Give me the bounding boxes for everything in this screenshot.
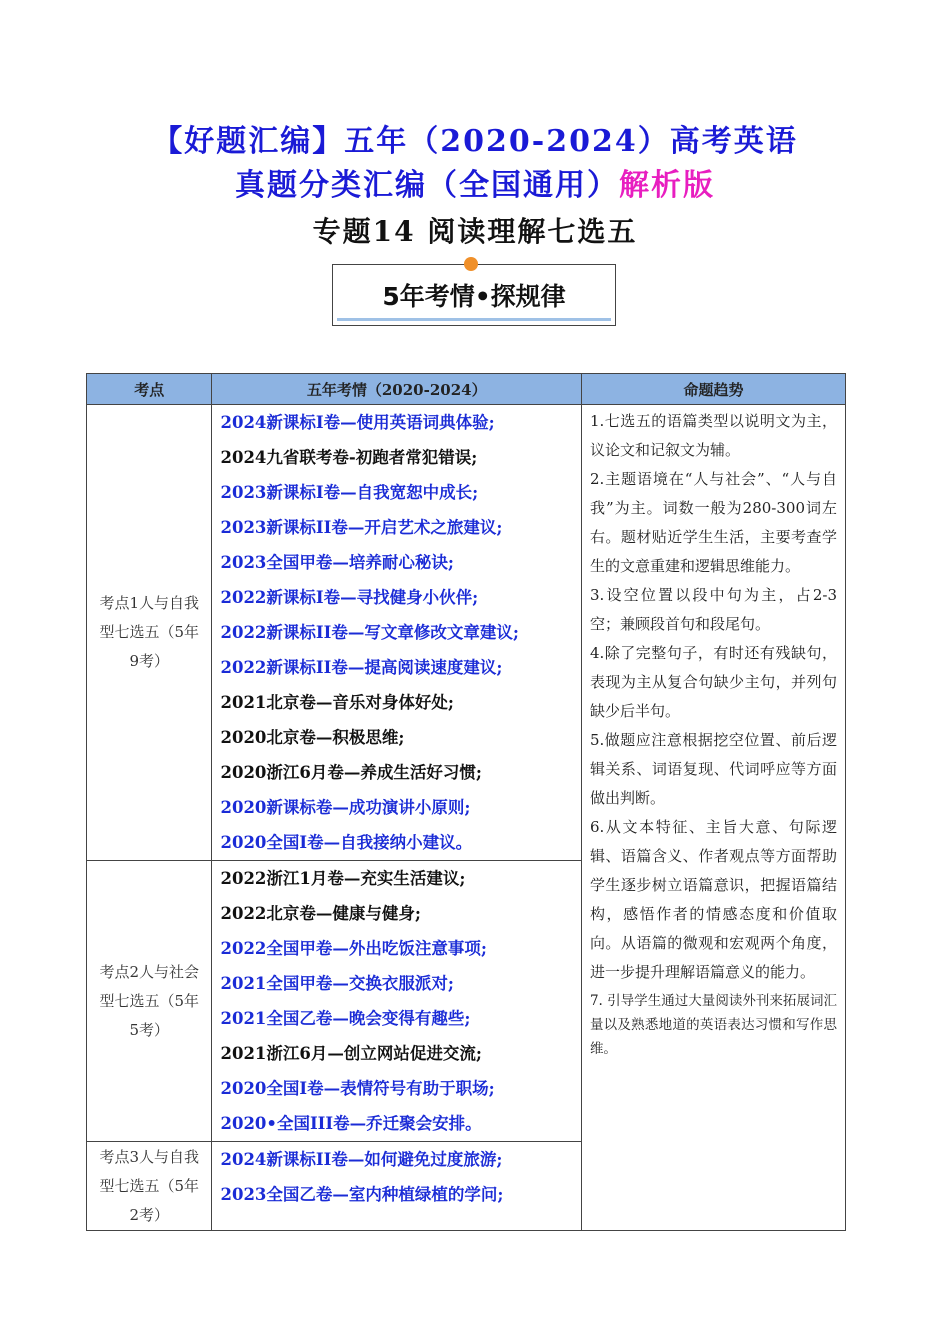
list-item: 2023全国乙卷—室内种植绿植的学问; — [220, 1185, 504, 1204]
trend-cell — [581, 405, 845, 1231]
section-banner — [332, 264, 616, 326]
title-line-1: 【好题汇编】五年（2020-2024）高考英语 — [152, 124, 798, 159]
items-cell — [212, 1142, 581, 1231]
trend-item: 1.七选五的语篇类型以说明文为主，议论文和记叙文为辅。 — [589, 412, 837, 459]
point-cell: 考点3人与自我型七选五（5年2考） — [87, 1142, 212, 1231]
banner-label: 5年考情•探规律 — [382, 282, 566, 311]
point-cell: 考点2人与社会型七选五（5年5考） — [87, 861, 212, 1142]
banner-dot-icon — [464, 257, 478, 271]
header-point: 考点 — [87, 374, 212, 405]
table-row — [87, 405, 846, 861]
header-trend: 命题趋势 — [581, 374, 845, 405]
list-item: 2020浙江6月卷—养成生活好习惯; — [220, 763, 482, 782]
list-item: 2021北京卷—音乐对身体好处; — [220, 693, 454, 712]
list-item: 2022浙江1月卷—充实生活建议; — [220, 869, 466, 888]
trend-item: 7. 引导学生通过大量阅读外刊来拓展词汇量以及熟悉地道的英语表达习惯和写作思维。 — [589, 993, 837, 1057]
banner-underline — [337, 318, 611, 321]
trend-item: 4.除了完整句子，有时还有残缺句，表现为主从复合句缺少主句，并列句缺少后半句。 — [589, 644, 837, 720]
list-item: 2024新课标I卷—使用英语词典体验; — [220, 413, 495, 432]
list-item: 2021浙江6月—创立网站促进交流; — [220, 1044, 482, 1063]
list-item: 2020全国I卷—表情符号有助于职场; — [220, 1079, 495, 1098]
header-history: 五年考情（2020-2024） — [212, 374, 581, 405]
list-item: 2020新课标卷—成功演讲小原则; — [220, 798, 471, 817]
items-cell — [212, 405, 581, 861]
list-item: 2023新课标II卷—开启艺术之旅建议; — [220, 518, 503, 537]
list-item: 2020全国I卷—自我接纳小建议。 — [220, 833, 473, 852]
list-item: 2024新课标II卷—如何避免过度旅游; — [220, 1150, 503, 1169]
list-item: 2021全国甲卷—交换衣服派对; — [220, 974, 454, 993]
list-item: 2021全国乙卷—晚会变得有趣些; — [220, 1009, 471, 1028]
topic-title: 专题14 阅读理解七选五 — [312, 215, 638, 248]
trend-item: 6.从文本特征、主旨大意、句际逻辑、语篇含义、作者观点等方面帮助学生逐步树立语篇意识，把握语篇结构，感悟作者的情感态度和价值取向。从语篇的微观和宏观两个角度，进一步提升理解语篇意义的能力。 — [589, 818, 837, 981]
list-item: 2022新课标II卷—写文章修改文章建议; — [220, 623, 519, 642]
list-item: 2022新课标I卷—寻找健身小伙伴; — [220, 588, 479, 607]
title-line-2-tag: 解析版 — [619, 168, 715, 203]
table-header-row — [87, 374, 846, 405]
list-item: 2023全国甲卷—培养耐心秘诀; — [220, 553, 454, 572]
list-item: 2022全国甲卷—外出吃饭注意事项; — [220, 939, 487, 958]
trend-item: 2.主题语境在“人与社会”、“人与自我”为主。词数一般为280-300词左右。题材贴近学生生活，主要考查学生的文意重建和逻辑思维能力。 — [589, 470, 837, 575]
list-item: 2022新课标II卷—提高阅读速度建议; — [220, 658, 503, 677]
list-item: 2023新课标I卷—自我宽恕中成长; — [220, 483, 479, 502]
list-item: 2020•全国III卷—乔迁聚会安排。 — [220, 1114, 482, 1133]
list-item: 2020北京卷—积极思维; — [220, 728, 405, 747]
point-cell: 考点1人与自我型七选五（5年9考） — [87, 405, 212, 861]
title-line-2-main: 真题分类汇编（全国通用） — [235, 168, 619, 203]
title-line-2 — [0, 160, 950, 204]
list-item: 2022北京卷—健康与健身; — [220, 904, 421, 923]
trend-item: 5.做题应注意根据挖空位置、前后逻辑关系、词语复现、代词呼应等方面做出判断。 — [589, 731, 837, 807]
list-item: 2024九省联考卷-初跑者常犯错误; — [220, 448, 478, 467]
items-cell — [212, 861, 581, 1142]
trend-item: 3.设空位置以段中句为主，占2-3空；兼顾段首句和段尾句。 — [589, 586, 837, 633]
exam-analysis-table — [86, 373, 846, 1231]
